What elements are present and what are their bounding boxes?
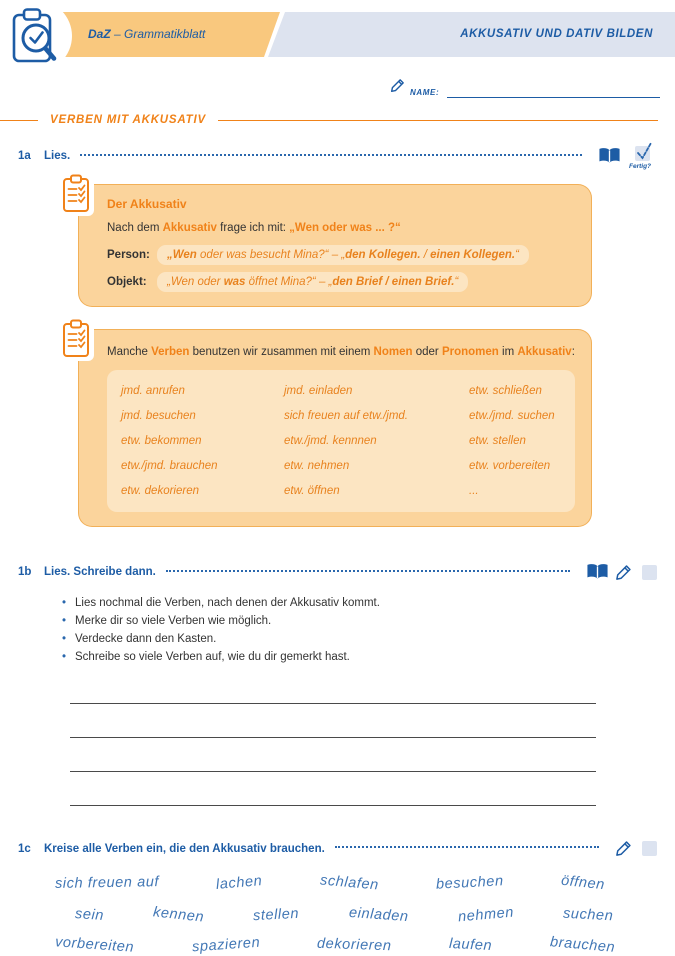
- word-cloud-row-1: [54, 872, 606, 894]
- name-label: NAME:: [410, 88, 440, 97]
- box-title: Der Akkusativ: [107, 197, 187, 211]
- word-cloud-row-3: [54, 934, 616, 956]
- writing-lines: [70, 670, 596, 806]
- heading-rule-right: [218, 120, 658, 121]
- pencil-icon: [615, 840, 632, 857]
- writing-line[interactable]: [70, 670, 596, 704]
- verb-item: etw. stellen: [469, 434, 526, 447]
- example-pill: [157, 245, 529, 265]
- text-part: Pronomen: [441, 346, 499, 358]
- task-row-1b: [18, 563, 657, 581]
- text-part: im: [498, 346, 518, 358]
- task-checkbox[interactable]: [642, 565, 657, 580]
- verb-word: suchen: [562, 905, 614, 925]
- verb-word: schlafen: [319, 872, 380, 894]
- bullet-item: • Schreibe so viele Verben auf, wie du dir gemerkt hast.: [62, 648, 675, 666]
- verb-item: jmd. einladen: [284, 384, 353, 397]
- text-part: /: [420, 249, 431, 261]
- verb-word: dekorieren: [316, 935, 393, 955]
- writing-line[interactable]: [70, 704, 596, 738]
- verb-column-3: [469, 378, 561, 503]
- example-row-objekt: [107, 272, 573, 292]
- task-number: 1c: [18, 842, 31, 855]
- instruction-bullets: [62, 594, 675, 666]
- text-part: „Wen oder was ... ?“: [289, 222, 401, 234]
- pencil-icon: [390, 78, 405, 98]
- fertig-label: Fertig?: [629, 163, 652, 170]
- brand-bold: DaZ: [88, 27, 111, 41]
- verb-item: etw. öffnen: [284, 484, 340, 497]
- dotted-leader: [335, 845, 599, 848]
- verb-word: besuchen: [435, 873, 505, 893]
- bullet-item: • Lies nochmal die Verben, nach denen der Akkusativ kommt.: [62, 594, 675, 612]
- text-part: was: [223, 276, 246, 288]
- writing-line[interactable]: [70, 772, 596, 806]
- clipboard-checklist-icon: [58, 317, 94, 361]
- brand-rest: – Grammatikblatt: [110, 27, 206, 41]
- example-pill: [157, 272, 468, 292]
- text-part: den Brief / einen Brief.: [332, 276, 455, 288]
- verb-item: etw. nehmen: [284, 459, 350, 472]
- text-part: Manche: [107, 346, 152, 358]
- verb-word: sein: [74, 906, 105, 924]
- dotted-leader: [80, 153, 582, 156]
- task-label: Lies.: [44, 150, 71, 162]
- text-part: öffnet Mina?“ – „: [245, 276, 333, 288]
- book-icon: [586, 563, 609, 581]
- verb-word: stellen: [253, 905, 300, 925]
- bullet-item: • Merke dir so viele Verben wie möglich.: [62, 612, 675, 630]
- text-part: den Kollegen.: [345, 249, 421, 261]
- fertig-checkbox-group: [629, 146, 657, 170]
- text-part: “: [515, 249, 519, 261]
- pencil-icon: [615, 564, 632, 581]
- clipboard-checklist-icon: [58, 172, 94, 216]
- task-checkbox[interactable]: [642, 841, 657, 856]
- writing-line[interactable]: [70, 738, 596, 772]
- text-part: Verben: [151, 346, 190, 358]
- verb-word: öffnen: [560, 872, 606, 894]
- task-row-1a: [18, 146, 657, 170]
- task-number: 1b: [18, 566, 32, 578]
- verb-item: etw./jmd. brauchen: [121, 459, 218, 472]
- verb-word: sich freuen auf: [54, 874, 160, 892]
- book-icon: [598, 147, 621, 165]
- name-input-line[interactable]: [447, 83, 660, 98]
- text-part: „Wen oder: [167, 276, 224, 288]
- verb-item: etw. vorbereiten: [469, 459, 551, 472]
- verb-item: etw. bekommen: [121, 434, 202, 447]
- text-part: Nach dem: [107, 222, 163, 234]
- verb-word: laufen: [448, 935, 493, 955]
- text-part: „Wen: [167, 249, 197, 261]
- text-part: Akkusativ: [162, 222, 217, 234]
- info-box-akkusativ: [78, 184, 592, 307]
- text-part: oder was besucht Mina?“ – „: [196, 249, 346, 261]
- verb-item: ...: [469, 484, 479, 497]
- verb-item: sich freuen auf etw./jmd.: [284, 409, 409, 422]
- example-label: Objekt:: [107, 276, 147, 288]
- page-title: AKKUSATIV UND DATIV BILDEN: [460, 28, 653, 40]
- text-part: einen Kollegen.: [430, 249, 516, 261]
- bullet-item: • Verdecke dann den Kasten.: [62, 630, 675, 648]
- section-heading: [0, 114, 675, 126]
- task-number: 1a: [18, 150, 31, 162]
- verb-word: brauchen: [549, 934, 616, 956]
- verb-item: etw./jmd. suchen: [469, 409, 555, 422]
- task-row-1c: [18, 840, 657, 857]
- header: [0, 0, 675, 70]
- word-cloud-row-2: [74, 904, 614, 926]
- box-intro: [107, 220, 573, 236]
- verb-word: lachen: [215, 873, 264, 893]
- verb-word: vorbereiten: [54, 934, 135, 956]
- box-intro: [107, 344, 575, 360]
- text-part: Nomen: [373, 346, 413, 358]
- example-label: Person:: [107, 249, 150, 261]
- verb-item: jmd. anrufen: [121, 384, 185, 397]
- verb-item: jmd. besuchen: [121, 409, 196, 422]
- text-part: benutzen wir zusammen mit einem: [189, 346, 374, 358]
- verb-item: etw./jmd. kennnen: [284, 434, 377, 447]
- verb-item: etw. dekorieren: [121, 484, 199, 497]
- text-part: “: [454, 276, 459, 288]
- text-part: oder: [412, 346, 442, 358]
- verb-column-2: [284, 378, 469, 503]
- verb-item: etw. schließen: [469, 384, 542, 397]
- task-label: Kreise alle Verben ein, die den Akkusativ brauchen.: [44, 842, 325, 855]
- section-heading-label: VERBEN MIT AKKUSATIV: [50, 114, 206, 126]
- example-row-person: [107, 245, 573, 265]
- name-row: [390, 78, 660, 98]
- verb-grid: [107, 370, 575, 512]
- text-part: :: [571, 346, 575, 358]
- text-part: frage ich mit:: [216, 222, 290, 234]
- clipboard-magnifier-check-icon: [8, 6, 62, 73]
- task-label: Lies. Schreibe dann.: [44, 566, 156, 578]
- brand: [88, 27, 205, 41]
- dotted-leader: [166, 569, 570, 572]
- heading-rule-left: [0, 120, 38, 121]
- info-box-verbs: [78, 329, 592, 527]
- verb-word: einladen: [348, 904, 409, 926]
- verb-word: nehmen: [456, 904, 515, 926]
- verb-word: kennen: [152, 904, 206, 926]
- verb-word: spazieren: [191, 934, 261, 956]
- verb-column-1: [121, 378, 284, 503]
- text-part: Akkusativ: [517, 346, 572, 358]
